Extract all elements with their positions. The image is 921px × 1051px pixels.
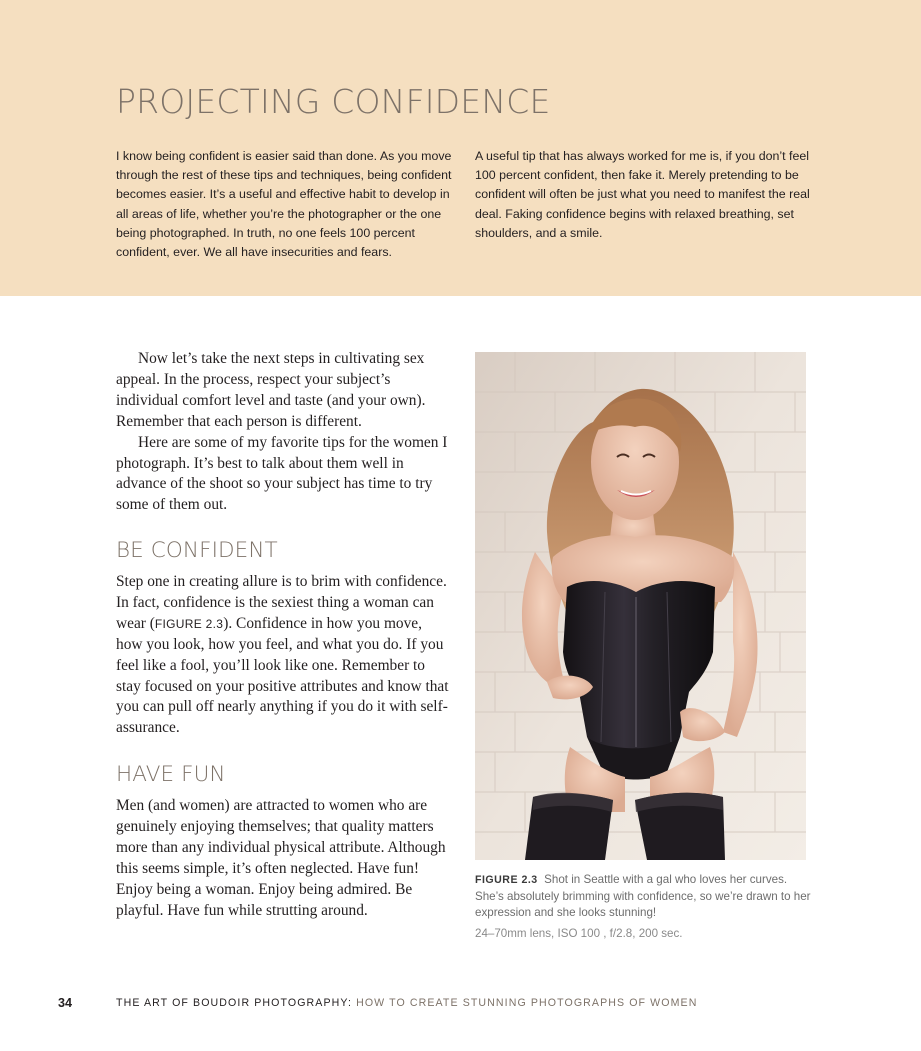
photo-illustration bbox=[475, 352, 806, 860]
sidebar-title: PROJECTING CONFIDENCE bbox=[116, 82, 551, 121]
intro-paragraph-1: Now let’s take the next steps in cultivating sex appeal. In the process, respect your subject’s individual comfort level and taste (and your own). Remember that each person is different. bbox=[116, 350, 426, 430]
section-text-have-fun bbox=[116, 796, 452, 921]
section-text-be-confident bbox=[116, 572, 452, 739]
have-fun-paragraph: Men (and women) are attracted to women who are genuinely enjoying themselves; that quality matters more than any individual physical attribute. Although this seems simple, it’s often neglected. Have fun! Enjoy being a woman. Enjoy being admired. Be playful. Have fun while strutting around. bbox=[116, 797, 446, 919]
page-number: 34 bbox=[58, 996, 73, 1010]
caption-text: Shot in Seattle with a gal who loves her curves. She’s absolutely brimming with confidence, so we’re drawn to her expression and she looks stunning! bbox=[475, 873, 811, 920]
section-heading-be-confident: BE CONFIDENT bbox=[116, 538, 278, 563]
text-segment: Step one in creating allure is to brim with confidence. In fact, confidence is the sexiest thing a woman can wear ( bbox=[116, 573, 447, 632]
sidebar-text-right: A useful tip that has always worked for me is, if you don’t feel 100 percent confident, then fake it. Merely pretending to be confident will often be just what you need to manifest the real deal. Faking confidence begins with relaxed breathing, set shoulders, and a smile. bbox=[475, 149, 810, 240]
text-segment: ). Confidence in how you move, how you look, how you feel, and what you do. If you feel like a fool, you’ll look like one. Remember to stay focused on your positive attributes and know that you can pull off nearly anything if you do it with self-assurance. bbox=[116, 614, 449, 737]
book-title: THE ART OF BOUDOIR PHOTOGRAPHY: bbox=[116, 997, 353, 1009]
figure-photo bbox=[475, 352, 806, 860]
book-subtitle: HOW TO CREATE STUNNING PHOTOGRAPHS OF WOMEN bbox=[356, 997, 698, 1009]
figure-caption bbox=[475, 872, 815, 922]
camera-settings: 24–70mm lens, ISO 100 , f/2.8, 200 sec. bbox=[475, 927, 683, 940]
intro-text bbox=[116, 349, 452, 516]
intro-paragraph-2: Here are some of my favorite tips for the women I photograph. It’s best to talk about them well in advance of the shoot so your subject has time to try some of them out. bbox=[116, 433, 448, 514]
section-heading-have-fun: HAVE FUN bbox=[116, 762, 226, 787]
sidebar-text-left: I know being confident is easier said than done. As you move through the rest of these tips and techniques, being confident becomes easier. It’s a useful and effective habit to develop in all areas of life, whether you’re the photographer or the one being photographed. In truth, no one feels 100 percent confident, ever. We all have insecurities and fears. bbox=[116, 149, 452, 260]
running-head bbox=[116, 997, 697, 1009]
figure-reference[interactable]: FIGURE 2.3 bbox=[154, 616, 224, 631]
figure-label: FIGURE 2.3 bbox=[475, 874, 538, 886]
